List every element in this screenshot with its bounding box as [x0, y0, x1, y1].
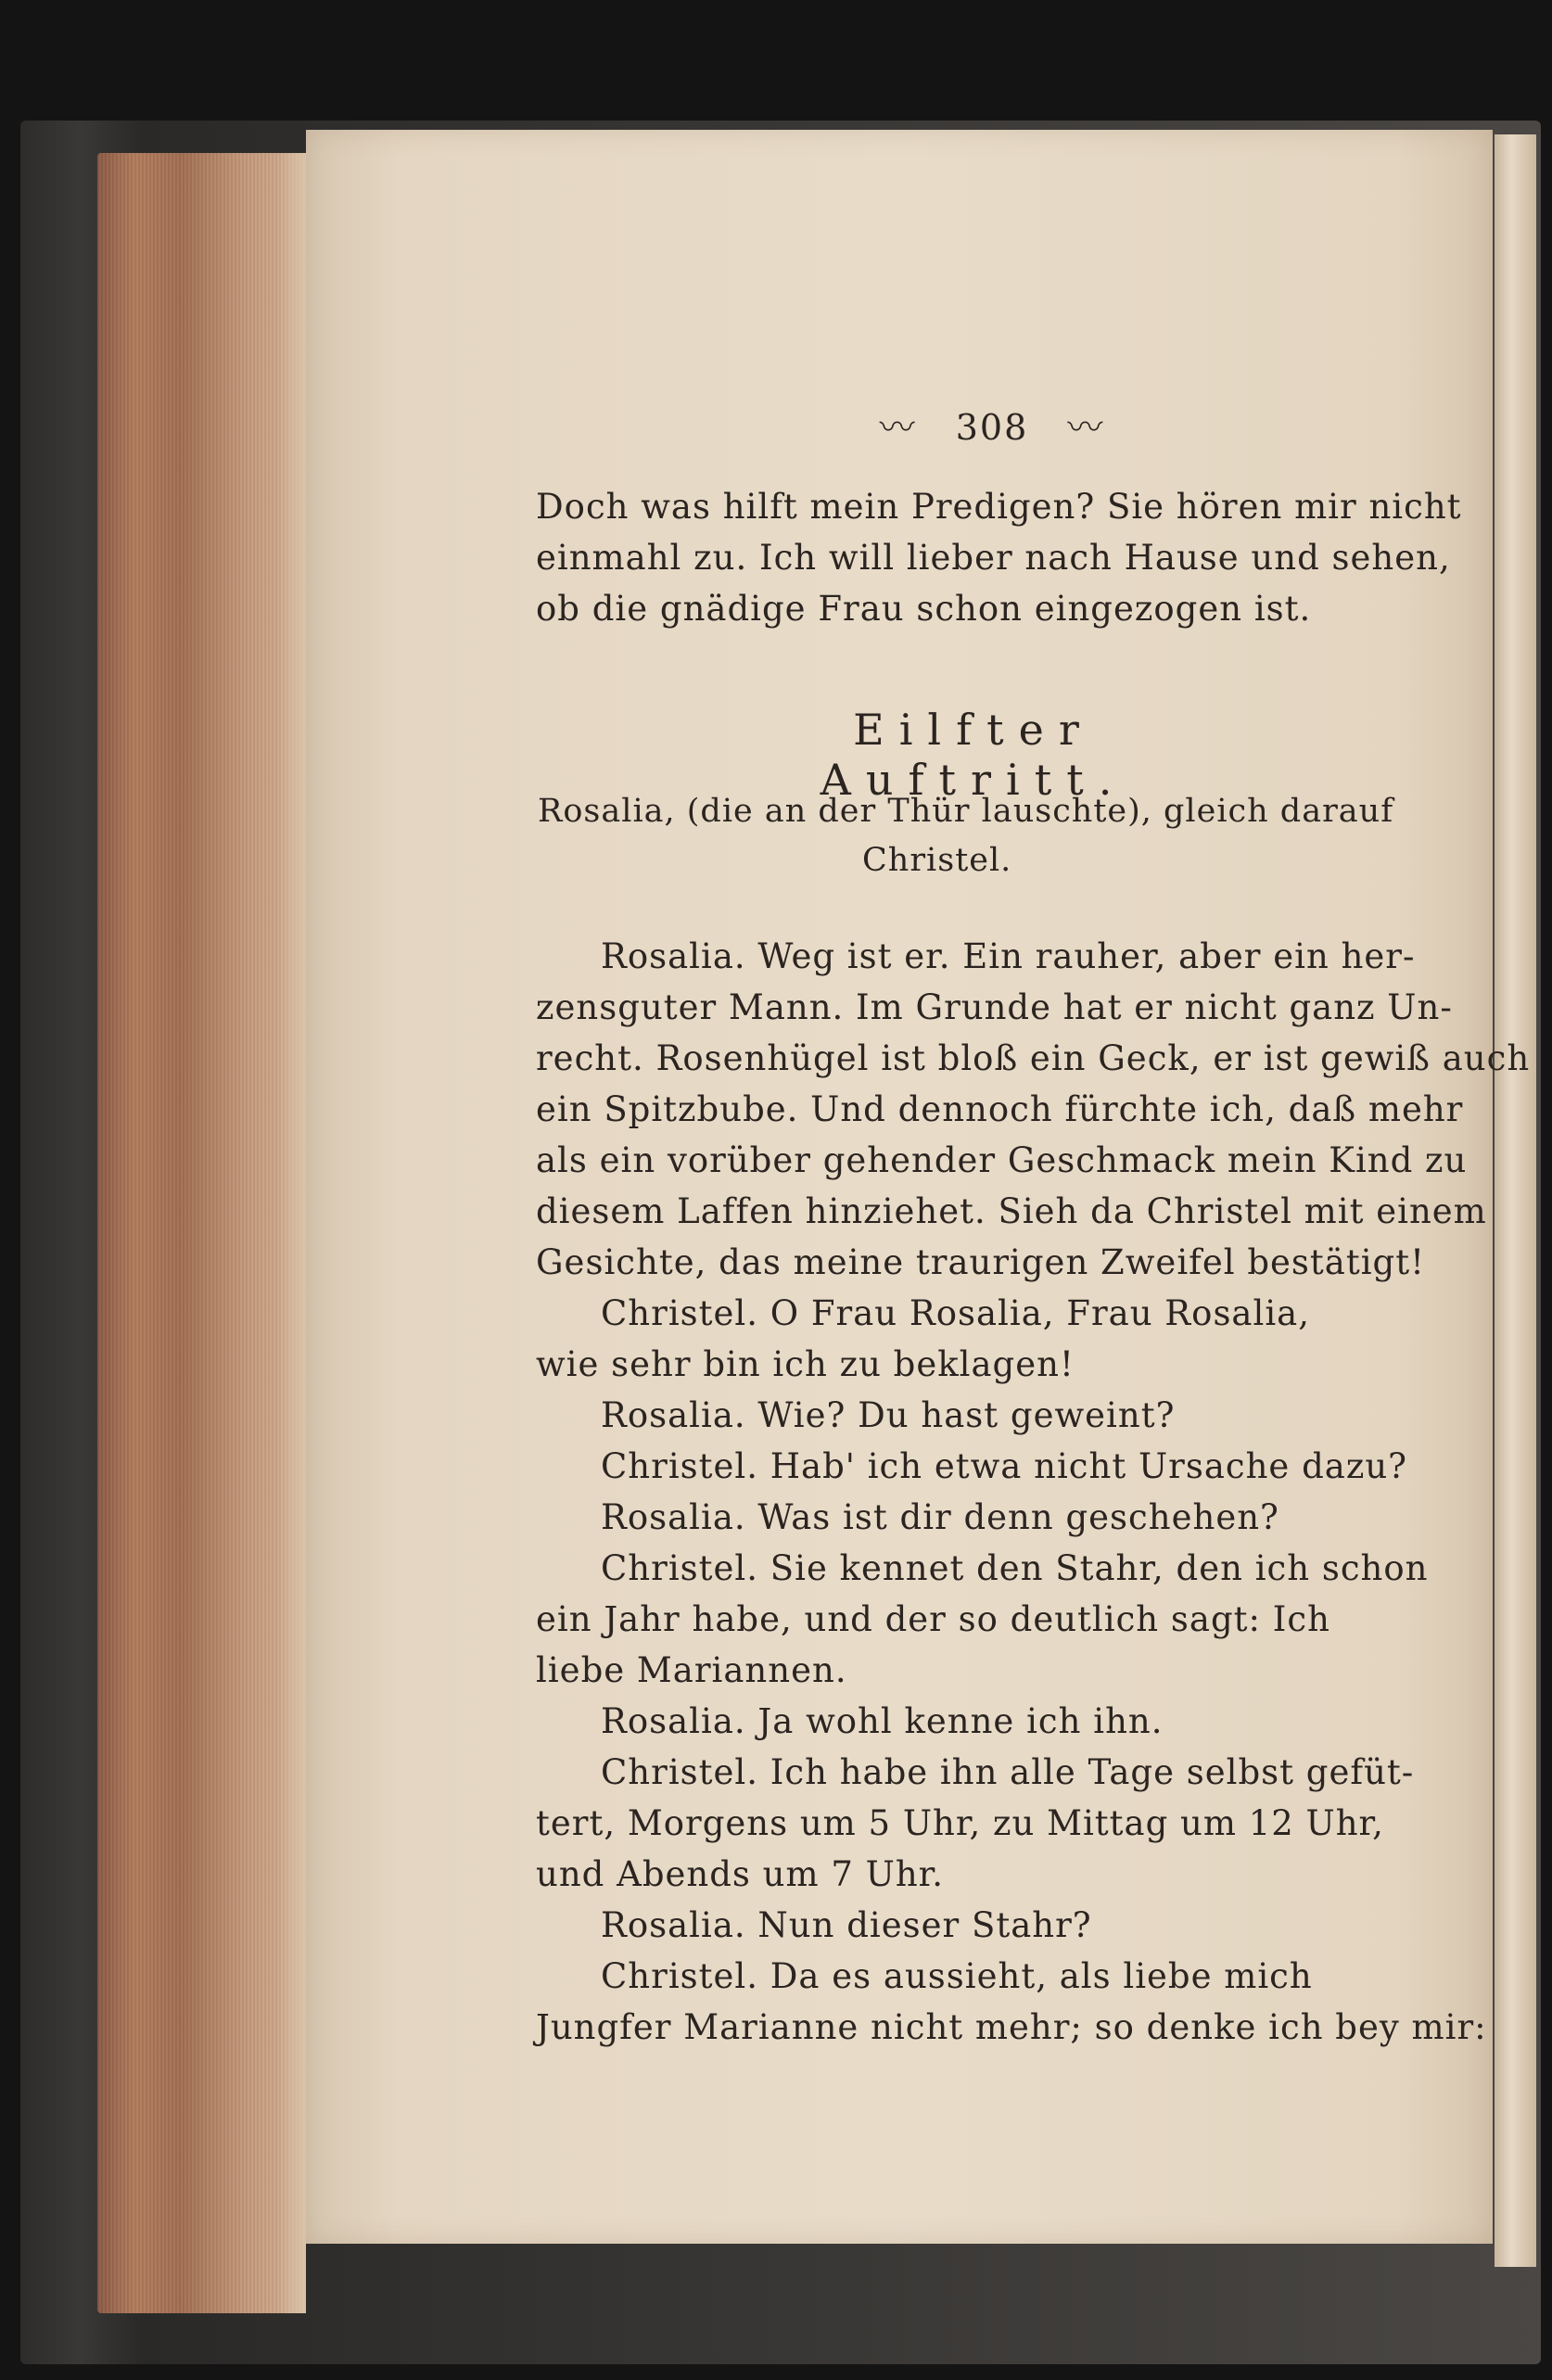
body-line: Rosalia. Wie? Du hast geweint?	[601, 1395, 1176, 1435]
stage-direction-speaker: Christel.	[862, 842, 1012, 879]
right-page-edge	[1495, 134, 1536, 2267]
page-number	[853, 399, 1131, 450]
body-line: zensguter Mann. Im Grunde hat er nicht ganz Un-	[536, 987, 1453, 1027]
body-line: Christel. Sie kennet den Stahr, den ich schon	[601, 1548, 1429, 1588]
body-line: Jungfer Marianne nicht mehr; so denke ich bey mir:	[536, 2007, 1487, 2047]
body-line: liebe Mariannen.	[536, 1650, 847, 1690]
body-line: als ein vorüber gehender Geschmack mein Kind zu	[536, 1140, 1468, 1180]
body-line: Rosalia. Weg ist er. Ein rauher, aber ein her-	[601, 936, 1416, 976]
body-line: diesem Laffen hinziehet. Sieh da Christel mit einem	[536, 1191, 1487, 1231]
page-text	[306, 130, 1531, 2244]
body-line: ein Jahr habe, und der so deutlich sagt: Ich	[536, 1599, 1330, 1639]
intro-line: Doch was hilft mein Predigen? Sie hören mir nicht	[536, 487, 1462, 527]
body-line: recht. Rosenhügel ist bloß ein Geck, er ist gewiß auch	[536, 1038, 1531, 1078]
body-line: Christel. O Frau Rosalia, Frau Rosalia,	[601, 1293, 1310, 1333]
book-page	[306, 130, 1531, 2244]
body-line: Rosalia. Ja wohl kenne ich ihn.	[601, 1701, 1164, 1741]
intro-line: ob die gnädige Frau schon eingezogen ist.	[536, 589, 1312, 629]
body-line: Gesichte, das meine traurigen Zweifel bestätigt!	[536, 1242, 1425, 1282]
body-line: und Abends um 7 Uhr.	[536, 1854, 945, 1894]
page-number-value: 308	[955, 407, 1029, 448]
body-line: Christel. Hab' ich etwa nicht Ursache dazu?	[601, 1446, 1407, 1486]
body-line: Christel. Ich habe ihn alle Tage selbst gefüt-	[601, 1752, 1415, 1792]
body-line: Rosalia. Nun dieser Stahr?	[601, 1905, 1092, 1945]
body-line: ein Spitzbube. Und dennoch fürchte ich, daß mehr	[536, 1089, 1464, 1129]
body-line: tert, Morgens um 5 Uhr, zu Mittag um 12 Uhr,	[536, 1803, 1384, 1843]
ornament-right: 〰	[1067, 407, 1105, 448]
ornament-left: 〰	[879, 407, 917, 448]
body-line: wie sehr bin ich zu beklagen!	[536, 1344, 1075, 1384]
scene-heading: Eilfter Auftritt.	[820, 705, 1127, 805]
body-line: Rosalia. Was ist dir denn geschehen?	[601, 1497, 1279, 1537]
body-line: Christel. Da es aussieht, als liebe mich	[601, 1956, 1313, 1996]
intro-line: einmahl zu. Ich will lieber nach Hause und sehen,	[536, 538, 1451, 578]
stage-direction: Rosalia, (die an der Thür lauschte), gleich darauf	[538, 793, 1394, 830]
page-edges	[97, 153, 306, 2313]
